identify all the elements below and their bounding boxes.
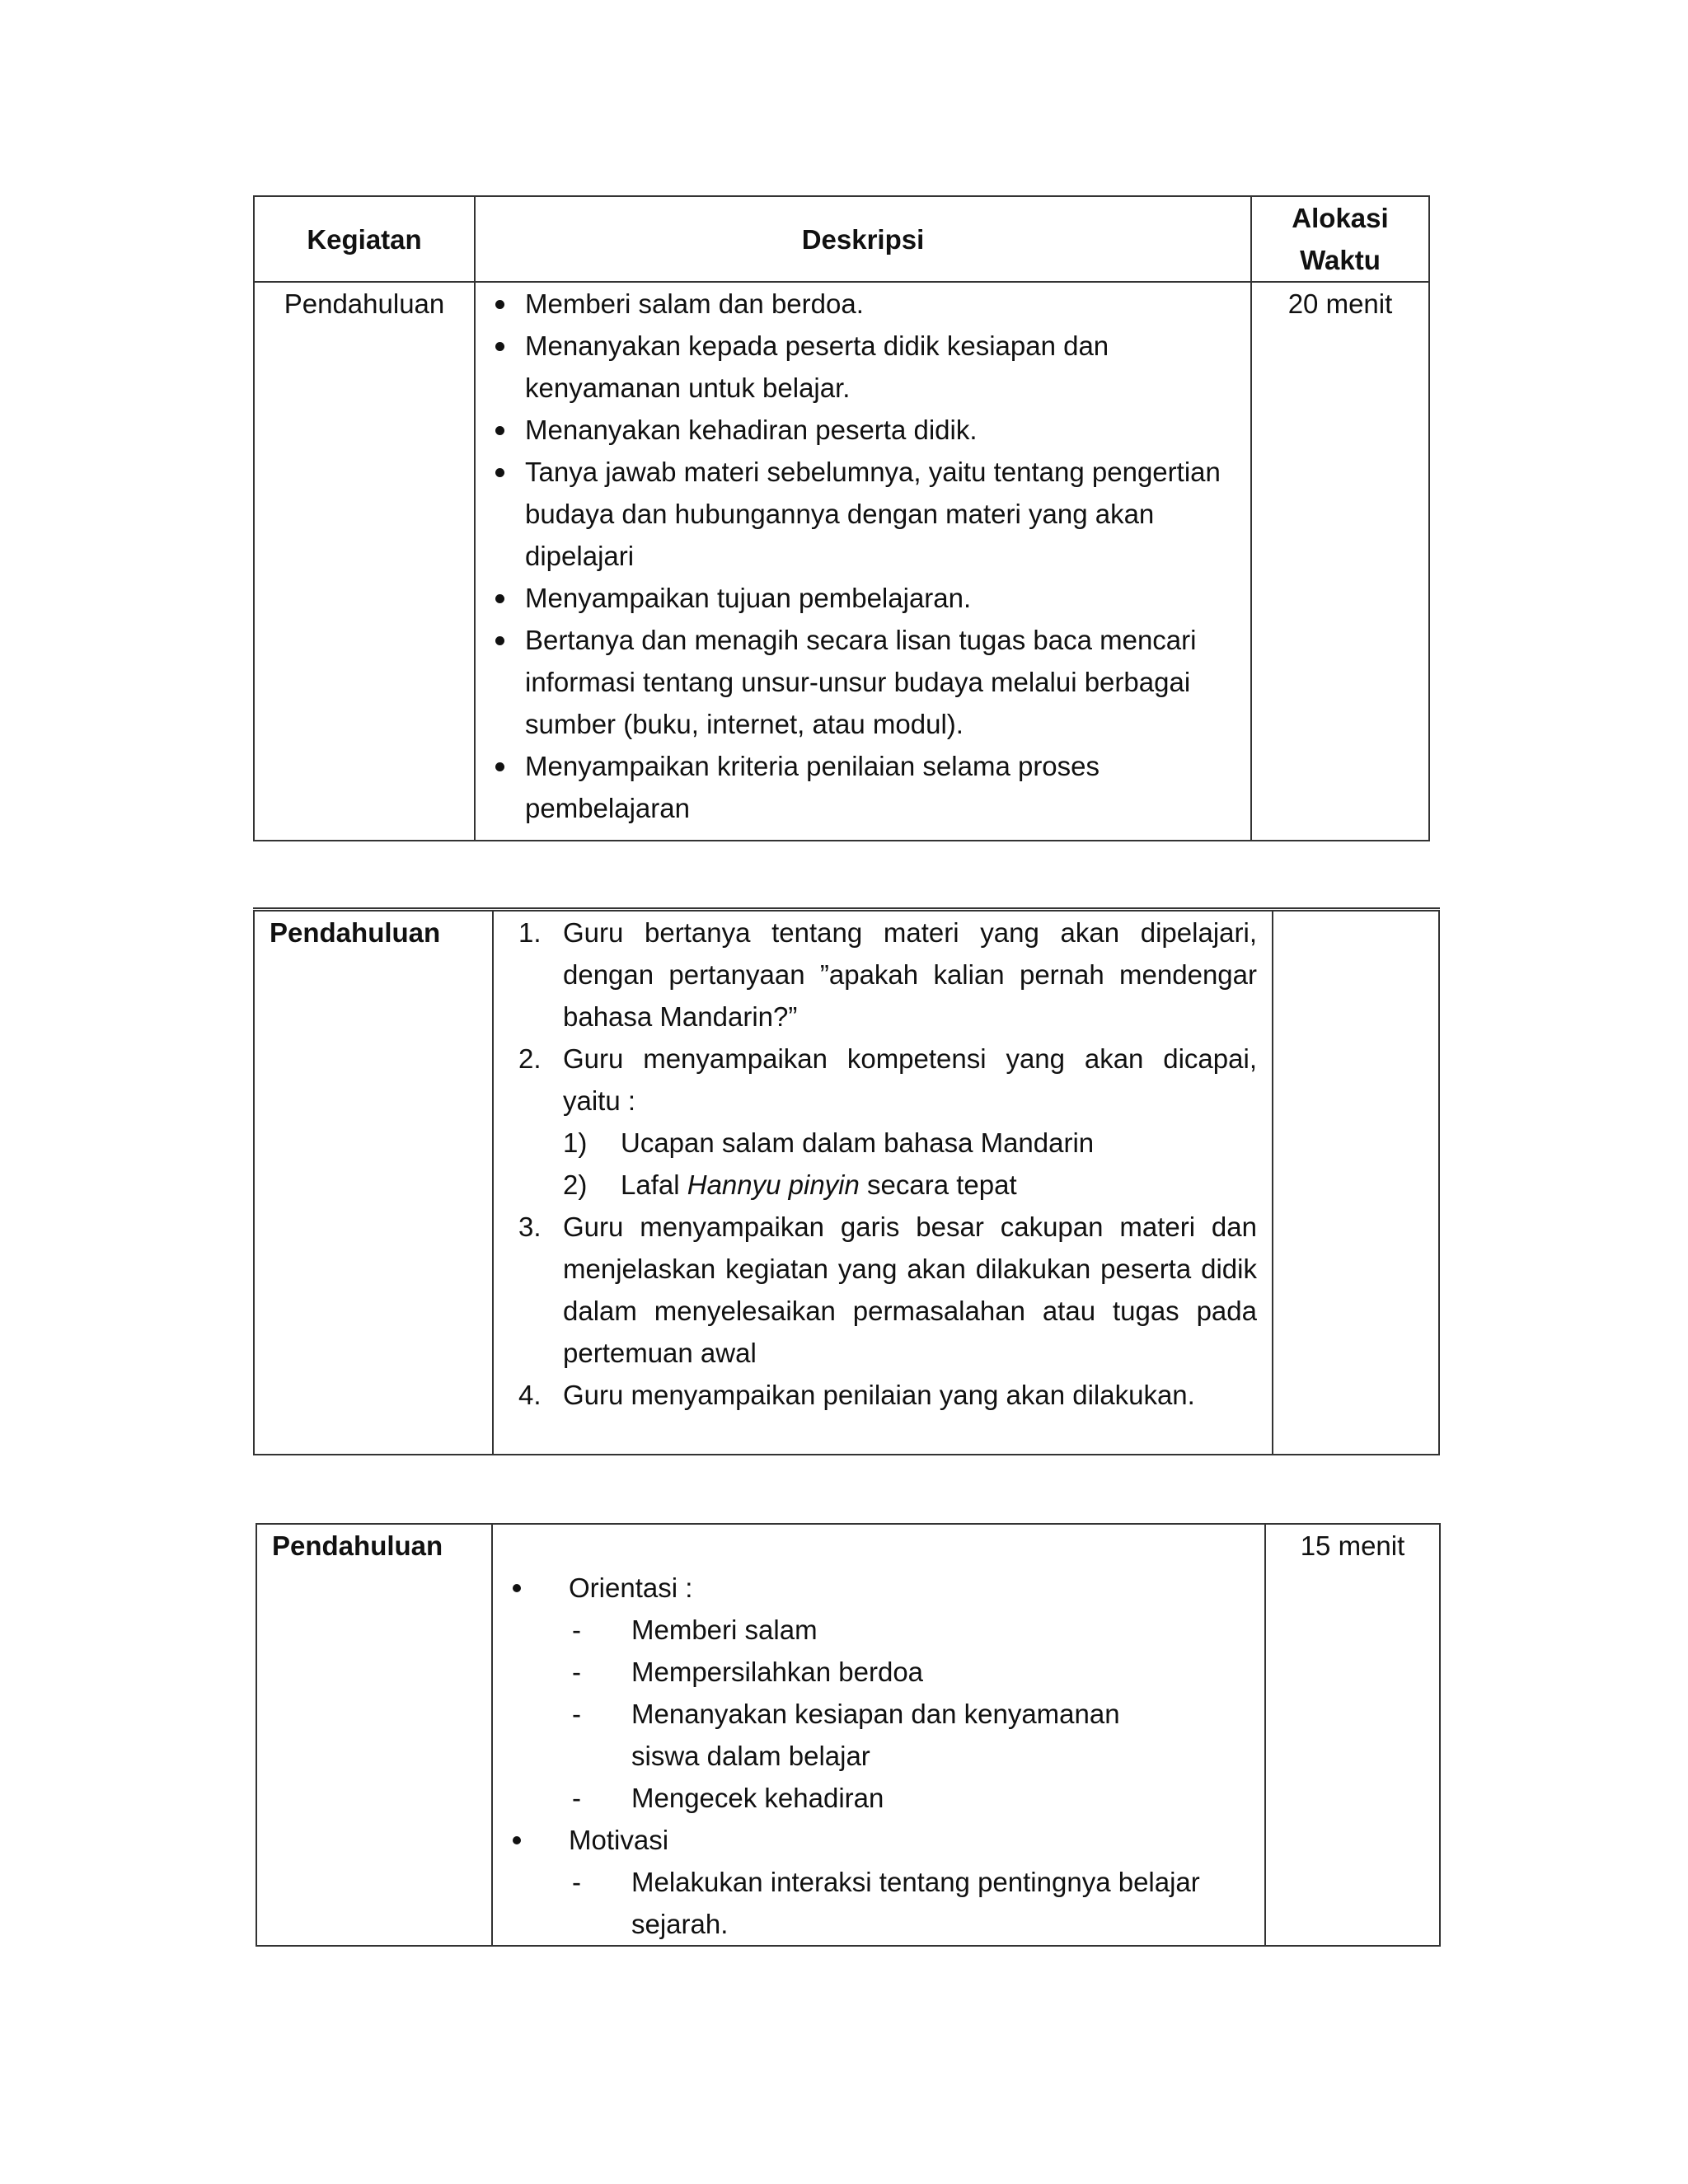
list-item: Menyampaikan kriteria penilaian selama proses pembelajaran	[492, 745, 1250, 829]
list-item	[494, 1374, 1257, 1416]
sub-item-text: Ucapan salam dalam bahasa Mandarin	[621, 1127, 1095, 1158]
table-row	[254, 910, 1439, 1455]
item-text: Guru menyampaikan kompetensi yang akan dicapai, yaitu :	[563, 1043, 1257, 1116]
table-header-row	[254, 196, 1429, 282]
list-item: - Mempersilahkan berdoa	[493, 1651, 1264, 1693]
header-kegiatan: Kegiatan	[254, 196, 475, 282]
sub-list-item	[563, 1164, 1257, 1206]
list-item: - Menanyakan kesiapan dan kenyamanan siswa dalam belajar	[493, 1693, 1264, 1777]
item-number: 4.	[518, 1380, 542, 1410]
activity-cell: Pendahuluan	[254, 282, 475, 841]
sub-item-italic: Hannyu pinyin	[687, 1169, 860, 1200]
sub-item-number: 1)	[563, 1127, 588, 1158]
list-item: Bertanya dan menagih secara lisan tugas baca mencari informasi tentang unsur-unsur budaya melalui berbagai sumber (buku, internet, atau modul).	[492, 619, 1250, 745]
description-cell	[492, 1524, 1265, 1946]
activity-cell: Pendahuluan	[254, 910, 493, 1455]
sub-list	[563, 1122, 1257, 1206]
list-item: Menanyakan kehadiran peserta didik.	[492, 409, 1250, 451]
list-item: Menanyakan kepada peserta didik kesiapan dan kenyamanan untuk belajar.	[492, 325, 1250, 409]
list-item	[494, 1206, 1257, 1374]
header-deskripsi: Deskripsi	[475, 196, 1251, 282]
activity-cell: Pendahuluan	[256, 1524, 492, 1946]
header-waktu: Waktu	[1300, 245, 1381, 275]
description-cell	[493, 910, 1273, 1455]
item-number: 3.	[518, 1212, 542, 1242]
group-label: Motivasi	[493, 1819, 1264, 1861]
time-cell: 15 menit	[1265, 1524, 1440, 1946]
group-label: Orientasi :	[493, 1567, 1264, 1609]
lesson-table-2	[253, 907, 1440, 1455]
time-cell	[1273, 910, 1439, 1455]
sub-item-post: secara tepat	[859, 1169, 1017, 1200]
list-item: - Melakukan interaksi tentang pentingnya belajar sejarah.	[493, 1861, 1264, 1945]
item-text: Guru menyampaikan garis besar cakupan materi dan menjelaskan kegiatan yang akan dilakukan peserta didik dalam menyelesaikan permasalahan atau tugas pada pertemuan awal	[563, 1212, 1257, 1368]
list-item	[494, 912, 1257, 1038]
description-list	[476, 283, 1250, 829]
lesson-table-1	[253, 195, 1430, 841]
list-item: - Memberi salam	[493, 1609, 1264, 1651]
list-item: Tanya jawab materi sebelumnya, yaitu tentang pengertian budaya dan hubungannya dengan materi yang akan dipelajari	[492, 451, 1250, 577]
list-item: Menyampaikan tujuan pembelajaran.	[492, 577, 1250, 619]
time-cell: 20 menit	[1251, 282, 1429, 841]
lesson-table-3	[256, 1523, 1441, 1947]
list-item	[494, 1038, 1257, 1206]
header-alokasi-waktu	[1251, 196, 1429, 282]
sub-list-item	[563, 1122, 1257, 1164]
header-alokasi: Alokasi	[1292, 203, 1389, 233]
description-cell	[475, 282, 1251, 841]
item-number: 2.	[518, 1043, 542, 1074]
table-row	[254, 282, 1429, 841]
item-number: 1.	[518, 917, 542, 948]
sub-item-pre: Lafal	[621, 1169, 687, 1200]
list-item: - Mengecek kehadiran	[493, 1777, 1264, 1819]
grouped-list	[493, 1567, 1264, 1945]
numbered-list	[494, 912, 1272, 1416]
sub-item-number: 2)	[563, 1169, 588, 1200]
item-text: Guru bertanya tentang materi yang akan dipelajari, dengan pertanyaan ”apakah kalian pernah mendengar bahasa Mandarin?”	[563, 917, 1257, 1032]
list-item: Memberi salam dan berdoa.	[492, 283, 1250, 325]
blank-line	[493, 1525, 1264, 1567]
item-text: Guru menyampaikan penilaian yang akan dilakukan.	[563, 1380, 1195, 1410]
table-row	[256, 1524, 1440, 1946]
